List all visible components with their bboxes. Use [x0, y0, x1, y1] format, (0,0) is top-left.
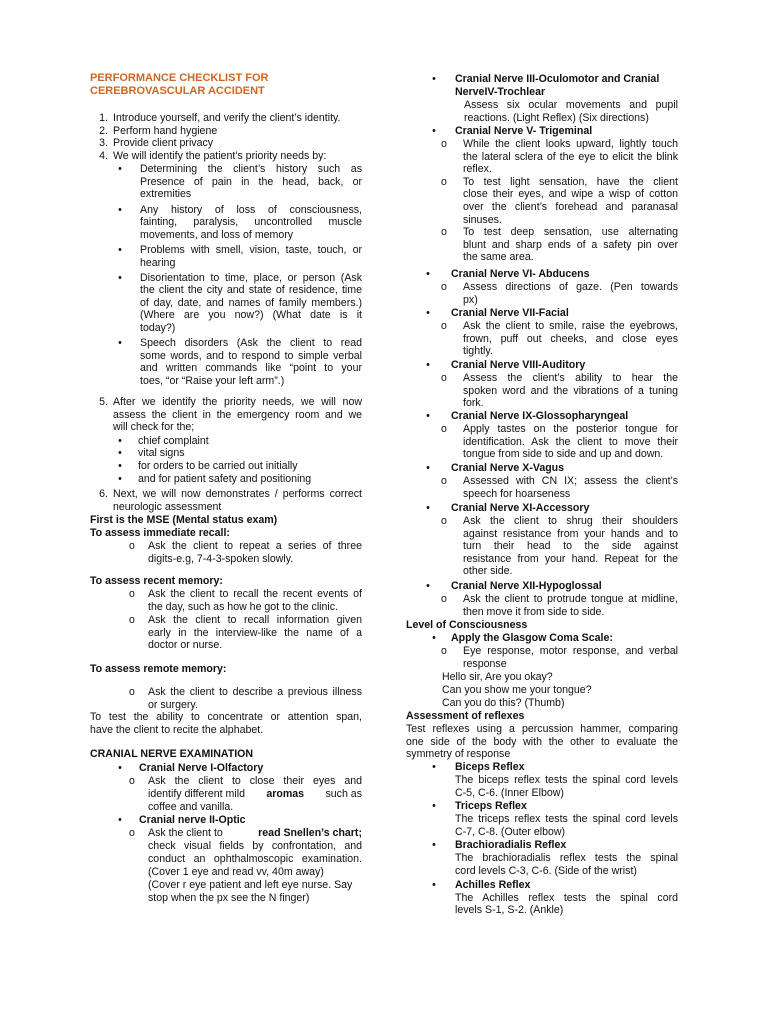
- bullet-icon: •: [426, 580, 430, 592]
- cn1-text: coffee and vanilla.: [148, 801, 234, 813]
- step5-text: After we identify the priority needs, we will now: [113, 396, 362, 408]
- step4-item: toes, “or “Raise your left arm”.): [140, 374, 285, 387]
- immediate-item: Ask the client to repeat a series of three: [148, 540, 362, 552]
- step-number: 2.: [99, 124, 108, 137]
- immediate-item: digits-e.g, 7-4-3-spoken slowly.: [148, 552, 294, 565]
- step-text: Provide client privacy: [113, 137, 214, 150]
- step4-item: some words, and to respond to simple verbal: [140, 349, 362, 362]
- cn11-item: resistance from your hand. Repeat for the: [463, 552, 678, 565]
- step-number: 6.: [99, 488, 108, 500]
- cn12-item: then move it from side to side.: [463, 605, 605, 618]
- circle-bullet-icon: o: [441, 475, 447, 487]
- cn2-text: conduct an ophthalmoscopic examination.: [148, 853, 362, 865]
- bullet-icon: •: [118, 337, 122, 350]
- cn6-item: px): [463, 293, 478, 306]
- bullet-icon: •: [118, 814, 122, 826]
- reflex-intro: symmetry of response: [406, 748, 511, 761]
- cn3-name: NerveIV-Trochlear: [455, 86, 546, 98]
- reflex-name: Brachioradialis Reflex: [455, 839, 567, 852]
- reflex-text: The triceps reflex tests the spinal cord levels: [455, 813, 678, 826]
- circle-bullet-icon: o: [441, 320, 447, 332]
- loc-heading: Level of Consciousness: [406, 619, 528, 631]
- bullet-icon: •: [426, 307, 430, 319]
- cn8-item: spoken word and the vibrations of a tuning: [463, 384, 678, 397]
- recent-item: the day, such as how he got to the clinic.: [148, 600, 339, 613]
- reflex-text: C-7, C-8. (Outer elbow): [455, 825, 566, 838]
- cn5-item: close their eyes, and wipe a wisp of cotton: [463, 188, 678, 201]
- cn7-item: Ask the client to smile, raise the eyebrows,: [463, 320, 678, 332]
- step-number: 3.: [99, 137, 108, 150]
- step-text: We will identify the patient’s priority needs by:: [113, 149, 327, 162]
- cn9-item: tongue from side to side and up and down.: [463, 448, 664, 461]
- circle-bullet-icon: o: [129, 775, 135, 787]
- cn11-name: Cranial Nerve XI-Accessory: [451, 502, 590, 514]
- gcs-name: Apply the Glasgow Coma Scale:: [451, 632, 613, 644]
- cn2-name: Cranial nerve II-Optic: [139, 814, 246, 826]
- bullet-icon: •: [118, 244, 122, 256]
- bullet-icon: •: [432, 878, 436, 891]
- circle-bullet-icon: o: [441, 281, 447, 293]
- cn5-item: To test deep sensation, use alternating: [463, 226, 678, 239]
- cn2-text: (Cover r eye patient and left eye nurse. Say: [148, 879, 353, 891]
- concentrate-text: have the client to recite the alphabet.: [90, 723, 264, 736]
- cn6-name: Cranial Nerve VI- Abducens: [451, 268, 590, 280]
- cn2-text: [148, 827, 362, 840]
- cn12-name: Cranial Nerve XII-Hypoglossal: [451, 580, 602, 592]
- cn12-item: Ask the client to protrude tongue at midline,: [463, 593, 678, 605]
- circle-bullet-icon: o: [129, 614, 135, 626]
- step4-item: Speech disorders (Ask the client to read: [140, 337, 362, 350]
- cn3-name: Cranial Nerve III-Oculomotor and Cranial: [455, 73, 660, 85]
- cn11-item: turn their head to the side against: [463, 540, 678, 553]
- immediate-heading: To assess immediate recall:: [90, 527, 230, 539]
- doc-title: CEREBROVASCULAR ACCIDENT: [90, 85, 265, 97]
- step4-item: fainting, paralysis, uncontrolled muscle: [140, 216, 362, 229]
- step5-item: and for patient safety and positioning: [138, 472, 312, 485]
- cn1-text: [148, 788, 362, 801]
- cn11-item: other side.: [463, 565, 513, 578]
- reflex-heading: Assessment of reflexes: [406, 710, 525, 722]
- circle-bullet-icon: o: [129, 686, 135, 698]
- recent-item: Ask the client to recall the recent events of: [148, 588, 362, 600]
- cn11-item: against resistance from your hands and to: [463, 527, 678, 540]
- bullet-icon: •: [426, 268, 430, 280]
- recent-item: Ask the client to recall information given: [148, 614, 362, 626]
- step4-item: Problems with smell, vision, taste, touch, or: [140, 244, 362, 256]
- circle-bullet-icon: o: [441, 645, 447, 657]
- step4-item: movements, and loss of memory: [140, 228, 294, 241]
- concentrate-text: To test the ability to concentrate or attention span,: [90, 711, 362, 723]
- bullet-icon: •: [118, 271, 122, 284]
- step4-item: (Where are you now?) (What date is it: [140, 309, 362, 322]
- step5-text: assess the client in the emergency room and we: [113, 408, 362, 421]
- cn5-item: sinuses.: [463, 213, 502, 226]
- reflex-text: The brachioradialis reflex tests the spinal: [455, 852, 678, 865]
- cn5-item: blunt and sharp ends of a safety pin over: [463, 238, 678, 251]
- step6-text: neurologic assessment: [113, 500, 222, 513]
- reflex-text: cord levels C-3, C-6. (Side of the wrist): [455, 865, 637, 877]
- gcs-item: Eye response, motor response, and verbal: [463, 645, 678, 657]
- step4-item: of day, date, and names of family members.): [140, 296, 362, 309]
- reflex-name: Triceps Reflex: [455, 800, 527, 813]
- cn9-item: Apply tastes on the posterior tongue for: [463, 423, 678, 435]
- doc-title: PERFORMANCE CHECKLIST FOR: [90, 72, 269, 84]
- cn5-item: reflex.: [463, 163, 492, 176]
- bullet-icon: •: [432, 839, 436, 852]
- bullet-icon: •: [432, 125, 436, 137]
- cn11-item: Ask the client to shrug their shoulders: [463, 515, 678, 527]
- reflex-intro: Test reflexes using a percussion hammer, comparing: [406, 723, 678, 735]
- cn5-name: Cranial Nerve V- Trigeminal: [455, 125, 593, 137]
- cn6-item: Assess directions of gaze. (Pen towards: [463, 281, 678, 293]
- cn10-item: speech for hoarseness: [463, 487, 571, 500]
- step5-item: vital signs: [138, 447, 185, 460]
- step4-item: the client the city and state of residence, time: [140, 284, 362, 297]
- bullet-icon: •: [432, 761, 436, 773]
- circle-bullet-icon: o: [441, 226, 447, 239]
- cn7-item: frown, puff out cheeks, and close eyes: [463, 332, 678, 345]
- gcs-question: Can you show me your tongue?: [442, 684, 592, 696]
- circle-bullet-icon: o: [441, 175, 447, 188]
- bullet-icon: •: [426, 359, 430, 371]
- cn8-name: Cranial Nerve VIII-Auditory: [451, 359, 586, 371]
- bullet-icon: •: [118, 460, 122, 472]
- bullet-icon: •: [118, 472, 122, 485]
- cn10-item: Assessed with CN IX; assess the client’s: [463, 475, 678, 487]
- cn2-snellen: read Snellen’s chart;: [258, 827, 362, 839]
- reflex-intro: one side of the body with the other to evaluate the: [406, 735, 678, 748]
- circle-bullet-icon: o: [441, 138, 447, 150]
- bullet-icon: •: [426, 410, 430, 422]
- gcs-question: Hello sir, Are you okay?: [442, 671, 553, 683]
- cn1-text: Ask the client to close their eyes and: [148, 775, 362, 787]
- step4-item: Disorientation to time, place, or person (Ask: [140, 271, 362, 284]
- cn9-name: Cranial Nerve IX-Glossopharyngeal: [451, 410, 629, 422]
- cn2-text: Ask the client to: [148, 827, 223, 839]
- bullet-icon: •: [118, 163, 122, 176]
- step4-item: Determining the client’s history such as: [140, 163, 362, 176]
- remote-heading: To assess remote memory:: [90, 663, 227, 675]
- recent-item: doctor or nurse.: [148, 639, 223, 652]
- step4-item: Presence of pain in the head, back, or: [140, 175, 362, 188]
- bullet-icon: •: [118, 762, 122, 774]
- cn2-text: check visual fields by confrontation, and: [148, 840, 362, 852]
- step5-text: will check for the;: [113, 421, 195, 434]
- step4-item: and written commands like “point to your: [140, 362, 362, 375]
- bullet-icon: •: [426, 462, 430, 474]
- cn3-text: Assess six ocular movements and pupil: [464, 99, 678, 111]
- cn10-name: Cranial Nerve X-Vagus: [451, 462, 565, 474]
- bullet-icon: •: [432, 632, 436, 644]
- bullet-icon: •: [426, 502, 430, 514]
- cn1-aromas: aromas: [266, 788, 305, 800]
- reflex-name: Achilles Reflex: [455, 878, 531, 891]
- bullet-icon: •: [432, 73, 436, 85]
- step4-item: Any history of loss of consciousness,: [140, 203, 362, 216]
- cn5-item: the same area.: [463, 251, 534, 264]
- step5-item: chief complaint: [138, 434, 209, 447]
- cn7-item: tightly.: [463, 345, 493, 358]
- circle-bullet-icon: o: [129, 588, 135, 600]
- mse-heading: First is the MSE (Mental status exam): [90, 514, 278, 526]
- step-text: Introduce yourself, and verify the client’s identity.: [113, 112, 341, 124]
- bullet-icon: •: [432, 800, 436, 813]
- step-number: 5.: [99, 396, 108, 408]
- recent-item: early in the interview-like the name of a: [148, 626, 362, 639]
- cn8-item: Assess the client’s ability to hear the: [463, 372, 678, 384]
- step-number: 1.: [99, 112, 108, 124]
- cn5-item: over the client’s forehead and paranasal: [463, 201, 678, 213]
- bullet-icon: •: [118, 434, 122, 447]
- cn3-text: reactions. (Light Reflex) (Six directions): [464, 111, 649, 124]
- cn7-name: Cranial Nerve VII-Facial: [451, 307, 569, 319]
- step4-item: hearing: [140, 256, 176, 269]
- remote-item: or surgery.: [148, 698, 198, 711]
- bullet-icon: •: [118, 203, 122, 216]
- bullet-icon: •: [118, 447, 122, 460]
- cn2-text: (Cover 1 eye and read vv, 40m away): [148, 866, 324, 878]
- step4-item: today?): [140, 321, 176, 334]
- step6-text: Next, we will now demonstrates / performs correct: [113, 488, 362, 500]
- cranial-heading: CRANIAL NERVE EXAMINATION: [90, 748, 254, 760]
- cn1-text: such as: [325, 788, 362, 800]
- gcs-question: Can you do this? (Thumb): [442, 697, 565, 709]
- reflex-text: The Achilles reflex tests the spinal cord: [455, 891, 678, 904]
- circle-bullet-icon: o: [441, 372, 447, 384]
- circle-bullet-icon: o: [129, 540, 135, 552]
- cn1-text: identify different mild: [148, 788, 245, 800]
- reflex-text: C-5, C-6. (Inner Elbow): [455, 786, 564, 799]
- step5-item: for orders to be carried out initially: [138, 460, 298, 472]
- circle-bullet-icon: o: [441, 593, 447, 605]
- reflex-text: levels S-1, S-2. (Ankle): [455, 904, 564, 917]
- gcs-item: response: [463, 657, 507, 670]
- reflex-name: Biceps Reflex: [455, 761, 525, 773]
- reflex-text: The biceps reflex tests the spinal cord levels: [455, 774, 678, 786]
- cn5-item: To test light sensation, have the client: [463, 175, 678, 188]
- cn1-name: Cranial Nerve I-Olfactory: [139, 762, 264, 774]
- cn5-item: the lateral sclera of the eye to elicit the blink: [463, 150, 678, 163]
- circle-bullet-icon: o: [441, 423, 447, 435]
- circle-bullet-icon: o: [441, 515, 447, 527]
- step-text: Perform hand hygiene: [113, 124, 218, 137]
- circle-bullet-icon: o: [129, 827, 135, 839]
- cn9-item: identification. Ask the client to move their: [463, 435, 678, 448]
- recent-heading: To assess recent memory:: [90, 575, 223, 587]
- cn8-item: fork.: [463, 397, 484, 410]
- step4-item: extremities: [140, 188, 192, 201]
- step-number: 4.: [99, 149, 108, 162]
- cn2-text: stop when the px see the N finger): [148, 892, 310, 904]
- cn5-item: While the client looks upward, lightly touch: [463, 138, 678, 150]
- remote-item: Ask the client to describe a previous illness: [148, 686, 362, 698]
